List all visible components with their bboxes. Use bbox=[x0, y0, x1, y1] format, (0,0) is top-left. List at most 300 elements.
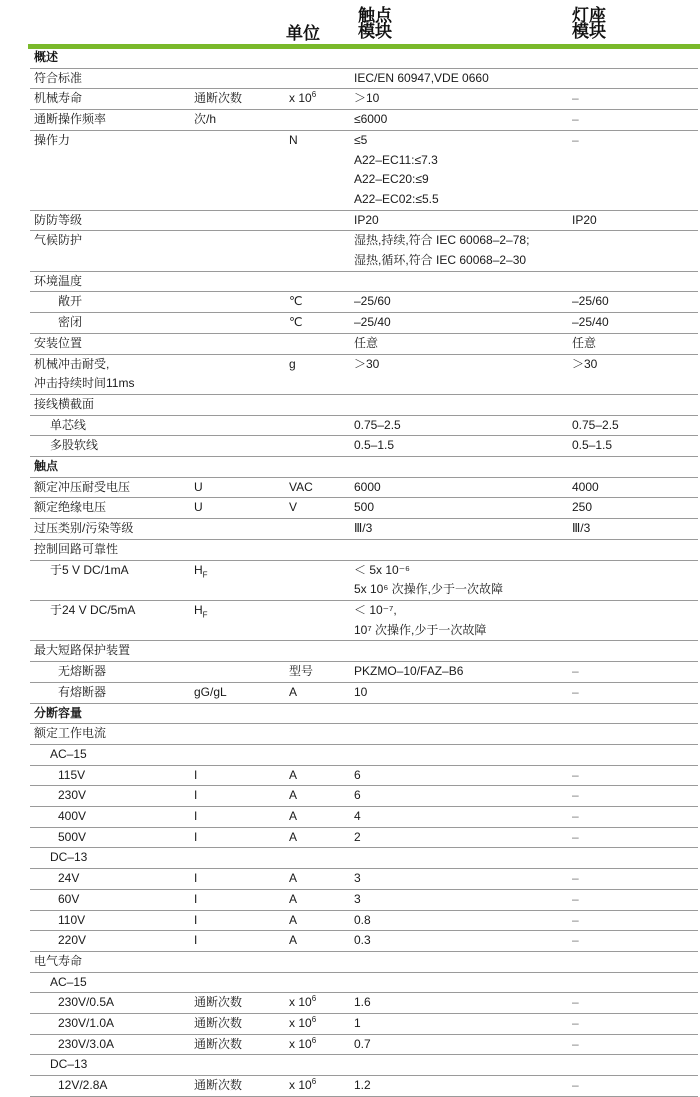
table-row bbox=[30, 333, 698, 354]
header-lamp-module: 灯座 模块 bbox=[572, 6, 606, 41]
row-label-text: 概述 bbox=[34, 50, 59, 64]
unit-cell bbox=[285, 48, 350, 68]
table-row bbox=[30, 539, 698, 560]
contact-module-value bbox=[350, 910, 568, 931]
contact-module-value bbox=[350, 313, 568, 334]
unit-text: A bbox=[289, 871, 298, 886]
condition-cell bbox=[190, 703, 285, 724]
lamp-module-value bbox=[568, 48, 698, 68]
table-row bbox=[30, 600, 698, 640]
unit-text: A bbox=[289, 809, 298, 824]
condition-cell bbox=[190, 68, 285, 89]
contact-value-text: 500 bbox=[354, 500, 375, 515]
table-row bbox=[30, 110, 698, 131]
unit-cell bbox=[285, 477, 350, 498]
table-row bbox=[30, 130, 698, 210]
row-label bbox=[30, 394, 190, 415]
row-label bbox=[30, 807, 190, 828]
lamp-module-value bbox=[568, 662, 698, 683]
condition-cell bbox=[190, 271, 285, 292]
contact-value-text: ＞30 bbox=[354, 356, 380, 371]
row-label bbox=[30, 68, 190, 89]
row-label-text: 环境温度 bbox=[34, 273, 83, 288]
unit-text: x 10 bbox=[289, 995, 312, 1010]
unit-cell bbox=[285, 292, 350, 313]
table-row bbox=[30, 1055, 698, 1076]
unit-cell bbox=[285, 1034, 350, 1055]
condition-cell bbox=[190, 394, 285, 415]
table-row bbox=[30, 313, 698, 334]
condition-cell bbox=[190, 1076, 285, 1097]
table-row bbox=[30, 662, 698, 683]
contact-value-line: A22–EC02:≤5.5 bbox=[354, 191, 439, 206]
lamp-module-value bbox=[568, 910, 698, 931]
unit-cell bbox=[285, 910, 350, 931]
row-label-text: 过压类别/污染等级 bbox=[34, 521, 134, 536]
lamp-module-value bbox=[568, 807, 698, 828]
row-label bbox=[30, 539, 190, 560]
lamp-module-value bbox=[568, 539, 698, 560]
row-label bbox=[30, 1055, 190, 1076]
contact-module-value bbox=[350, 744, 568, 765]
unit-text: g bbox=[289, 356, 296, 371]
lamp-value-text: – bbox=[572, 1016, 579, 1031]
row-label bbox=[30, 477, 190, 498]
condition-cell bbox=[190, 827, 285, 848]
row-label-text: 机械寿命 bbox=[34, 91, 83, 106]
contact-value-text: 1 bbox=[354, 1016, 361, 1031]
row-label bbox=[30, 848, 190, 869]
contact-value-text: IP20 bbox=[354, 212, 379, 227]
contact-module-value bbox=[350, 765, 568, 786]
row-label-text: 500V bbox=[58, 829, 87, 844]
condition-cell bbox=[190, 910, 285, 931]
condition-cell bbox=[190, 600, 285, 640]
condition-text: 通断次数 bbox=[194, 1078, 243, 1093]
contact-value-text: 2 bbox=[354, 829, 361, 844]
row-label bbox=[30, 354, 190, 394]
lamp-module-value bbox=[568, 394, 698, 415]
lamp-module-value bbox=[568, 333, 698, 354]
table-row bbox=[30, 436, 698, 457]
unit-text: x 10 bbox=[289, 91, 312, 106]
contact-value-text: 4 bbox=[354, 809, 361, 824]
unit-cell bbox=[285, 662, 350, 683]
contact-value-line: 5x 10⁶ 次操作,少于一次故障 bbox=[354, 582, 503, 597]
row-label-text: 24V bbox=[58, 871, 80, 886]
row-label bbox=[30, 48, 190, 68]
lamp-module-value bbox=[568, 848, 698, 869]
condition-text: 通断次数 bbox=[194, 1036, 243, 1051]
row-label bbox=[30, 313, 190, 334]
contact-value-line: 湿热,循环,符合 IEC 60068–2–30 bbox=[354, 253, 527, 268]
contact-module-value bbox=[350, 130, 568, 210]
contact-module-value bbox=[350, 457, 568, 478]
table-row bbox=[30, 807, 698, 828]
lamp-module-value bbox=[568, 210, 698, 231]
lamp-value-text: – bbox=[572, 664, 579, 679]
condition-cell bbox=[190, 931, 285, 952]
row-label-text: 于5 V DC/1mA bbox=[50, 562, 129, 577]
unit-text: A bbox=[289, 684, 298, 699]
unit-cell bbox=[285, 1055, 350, 1076]
table-row bbox=[30, 68, 698, 89]
condition-text: H bbox=[194, 602, 203, 617]
condition-cell bbox=[190, 292, 285, 313]
unit-cell bbox=[285, 415, 350, 436]
condition-cell bbox=[190, 130, 285, 210]
row-label bbox=[30, 724, 190, 745]
table-row bbox=[30, 271, 698, 292]
contact-module-value bbox=[350, 703, 568, 724]
unit-text: 型号 bbox=[289, 664, 314, 679]
condition-cell bbox=[190, 848, 285, 869]
contact-module-value bbox=[350, 519, 568, 540]
contact-module-value bbox=[350, 415, 568, 436]
condition-cell bbox=[190, 641, 285, 662]
unit-cell bbox=[285, 271, 350, 292]
unit-cell bbox=[285, 313, 350, 334]
lamp-module-value bbox=[568, 457, 698, 478]
contact-value-text: 6 bbox=[354, 788, 361, 803]
contact-module-value bbox=[350, 1076, 568, 1097]
lamp-value-text: – bbox=[572, 767, 579, 782]
contact-value-text: 0.7 bbox=[354, 1036, 371, 1051]
row-label-text: 额定冲压耐受电压 bbox=[34, 479, 131, 494]
condition-text: I bbox=[194, 871, 198, 886]
row-label bbox=[30, 210, 190, 231]
unit-cell bbox=[285, 110, 350, 131]
contact-module-value bbox=[350, 271, 568, 292]
unit-text: A bbox=[289, 933, 298, 948]
row-label bbox=[30, 827, 190, 848]
row-label bbox=[30, 972, 190, 993]
lamp-module-value bbox=[568, 130, 698, 210]
condition-cell bbox=[190, 436, 285, 457]
exponent: 6 bbox=[311, 1035, 317, 1045]
row-label-text: 最大短路保护装置 bbox=[34, 643, 131, 658]
unit-cell bbox=[285, 744, 350, 765]
contact-module-value bbox=[350, 498, 568, 519]
lamp-value-text: Ⅲ/3 bbox=[572, 521, 591, 536]
lamp-module-value bbox=[568, 110, 698, 131]
table-row bbox=[30, 848, 698, 869]
unit-cell bbox=[285, 519, 350, 540]
contact-module-value bbox=[350, 1034, 568, 1055]
lamp-module-value bbox=[568, 1055, 698, 1076]
subscript: F bbox=[202, 569, 208, 579]
lamp-value-text: – bbox=[572, 788, 579, 803]
unit-cell bbox=[285, 889, 350, 910]
unit-cell bbox=[285, 1014, 350, 1035]
row-label bbox=[30, 951, 190, 972]
table-row bbox=[30, 1034, 698, 1055]
contact-value-text: 10 bbox=[354, 684, 368, 699]
lamp-value-text: 0.75–2.5 bbox=[572, 417, 619, 432]
condition-cell bbox=[190, 519, 285, 540]
unit-cell bbox=[285, 786, 350, 807]
condition-cell bbox=[190, 89, 285, 110]
contact-value-text: 6000 bbox=[354, 479, 381, 494]
contact-value-line: ＜ 10⁻⁷, bbox=[354, 602, 397, 617]
contact-value-line: A22–EC11:≤7.3 bbox=[354, 152, 438, 167]
contact-module-value bbox=[350, 1014, 568, 1035]
condition-cell bbox=[190, 682, 285, 703]
condition-text: I bbox=[194, 912, 198, 927]
condition-cell bbox=[190, 1034, 285, 1055]
contact-value-text: 3 bbox=[354, 891, 361, 906]
lamp-module-value bbox=[568, 271, 698, 292]
contact-module-value bbox=[350, 333, 568, 354]
contact-value-text: 0.75–2.5 bbox=[354, 417, 401, 432]
row-label-line: 冲击持续时间11ms bbox=[34, 376, 135, 391]
table-row bbox=[30, 951, 698, 972]
row-label-text: 于24 V DC/5mA bbox=[50, 602, 136, 617]
lamp-value-text: – bbox=[572, 684, 579, 699]
lamp-module-value bbox=[568, 827, 698, 848]
contact-module-value bbox=[350, 951, 568, 972]
subscript: F bbox=[202, 610, 208, 620]
unit-text: A bbox=[289, 912, 298, 927]
condition-cell bbox=[190, 786, 285, 807]
contact-value-text: Ⅲ/3 bbox=[354, 521, 373, 536]
row-label-text: 12V/2.8A bbox=[58, 1078, 108, 1093]
condition-cell bbox=[190, 477, 285, 498]
condition-cell bbox=[190, 807, 285, 828]
lamp-module-value bbox=[568, 600, 698, 640]
table-row bbox=[30, 231, 698, 271]
section-header-row bbox=[30, 48, 698, 68]
contact-module-value bbox=[350, 786, 568, 807]
lamp-value-text: – bbox=[572, 132, 579, 147]
contact-module-value bbox=[350, 724, 568, 745]
unit-cell bbox=[285, 682, 350, 703]
lamp-module-value bbox=[568, 869, 698, 890]
unit-cell bbox=[285, 869, 350, 890]
unit-cell bbox=[285, 210, 350, 231]
contact-module-value bbox=[350, 436, 568, 457]
lamp-module-value bbox=[568, 415, 698, 436]
condition-cell bbox=[190, 662, 285, 683]
unit-cell bbox=[285, 931, 350, 952]
table-row bbox=[30, 210, 698, 231]
row-label bbox=[30, 889, 190, 910]
row-label bbox=[30, 682, 190, 703]
condition-cell bbox=[190, 457, 285, 478]
contact-module-value bbox=[350, 869, 568, 890]
row-label bbox=[30, 744, 190, 765]
lamp-module-value bbox=[568, 765, 698, 786]
condition-text: I bbox=[194, 829, 198, 844]
contact-module-value bbox=[350, 848, 568, 869]
row-label-text: 有熔断器 bbox=[58, 684, 107, 699]
row-label bbox=[30, 786, 190, 807]
contact-value-line: A22–EC20:≤9 bbox=[354, 172, 429, 187]
row-label-text: 230V bbox=[58, 788, 87, 803]
contact-module-value bbox=[350, 662, 568, 683]
condition-cell bbox=[190, 415, 285, 436]
lamp-module-value bbox=[568, 744, 698, 765]
row-label-line: 机械冲击耐受, bbox=[34, 356, 110, 371]
lamp-module-value bbox=[568, 498, 698, 519]
table-row bbox=[30, 724, 698, 745]
lamp-value-text: – bbox=[572, 912, 579, 927]
contact-value-text: 0.5–1.5 bbox=[354, 438, 395, 453]
condition-cell bbox=[190, 869, 285, 890]
contact-module-value bbox=[350, 539, 568, 560]
condition-cell bbox=[190, 744, 285, 765]
row-label bbox=[30, 457, 190, 478]
lamp-module-value bbox=[568, 477, 698, 498]
unit-cell bbox=[285, 354, 350, 394]
lamp-module-value bbox=[568, 519, 698, 540]
lamp-value-text: – bbox=[572, 995, 579, 1010]
contact-value-text: PKZMO–10/FAZ–B6 bbox=[354, 664, 464, 679]
contact-value-text: 1.2 bbox=[354, 1078, 371, 1093]
table-row bbox=[30, 1076, 698, 1097]
lamp-value-text: IP20 bbox=[572, 212, 597, 227]
condition-text: 通断次数 bbox=[194, 1016, 243, 1031]
contact-module-value bbox=[350, 682, 568, 703]
unit-cell bbox=[285, 89, 350, 110]
condition-text: 次/h bbox=[194, 112, 217, 127]
unit-cell bbox=[285, 703, 350, 724]
contact-module-value bbox=[350, 89, 568, 110]
row-label bbox=[30, 560, 190, 600]
unit-cell bbox=[285, 827, 350, 848]
condition-text: I bbox=[194, 788, 198, 803]
row-label-text: 电气寿命 bbox=[34, 953, 83, 968]
lamp-module-value bbox=[568, 1034, 698, 1055]
exponent: 6 bbox=[311, 90, 317, 100]
contact-value-text: 1.6 bbox=[354, 995, 371, 1010]
condition-cell bbox=[190, 539, 285, 560]
table-row bbox=[30, 972, 698, 993]
row-label bbox=[30, 931, 190, 952]
lamp-module-value bbox=[568, 231, 698, 271]
contact-module-value bbox=[350, 210, 568, 231]
unit-cell bbox=[285, 724, 350, 745]
row-label-text: 通断操作频率 bbox=[34, 112, 107, 127]
condition-cell bbox=[190, 1014, 285, 1035]
lamp-module-value bbox=[568, 889, 698, 910]
lamp-value-text: – bbox=[572, 933, 579, 948]
contact-value-text: ≤6000 bbox=[354, 112, 388, 127]
contact-module-value bbox=[350, 600, 568, 640]
contact-module-value bbox=[350, 1055, 568, 1076]
row-label-text: 110V bbox=[58, 912, 86, 927]
table-row bbox=[30, 519, 698, 540]
contact-value-line: 湿热,持续,符合 IEC 60068–2–78; bbox=[354, 233, 530, 248]
row-label bbox=[30, 130, 190, 210]
header-contact-module: 触点 模块 bbox=[358, 6, 392, 41]
lamp-value-text: – bbox=[572, 809, 579, 824]
contact-module-value bbox=[350, 641, 568, 662]
contact-module-value bbox=[350, 68, 568, 89]
condition-text: 通断次数 bbox=[194, 995, 243, 1010]
unit-text: A bbox=[289, 829, 298, 844]
table-row bbox=[30, 292, 698, 313]
lamp-module-value bbox=[568, 703, 698, 724]
contact-value-text: ＞10 bbox=[354, 91, 380, 106]
row-label bbox=[30, 765, 190, 786]
lamp-value-text: –25/40 bbox=[572, 315, 609, 330]
unit-cell bbox=[285, 560, 350, 600]
lamp-module-value bbox=[568, 1076, 698, 1097]
unit-cell bbox=[285, 68, 350, 89]
lamp-value-text: –25/60 bbox=[572, 294, 609, 309]
row-label bbox=[30, 993, 190, 1014]
section-header-row bbox=[30, 703, 698, 724]
row-label-text: 115V bbox=[58, 767, 86, 782]
table-row bbox=[30, 477, 698, 498]
row-label bbox=[30, 231, 190, 271]
contact-module-value bbox=[350, 560, 568, 600]
unit-cell bbox=[285, 394, 350, 415]
unit-text: V bbox=[289, 500, 298, 515]
lamp-module-value bbox=[568, 68, 698, 89]
lamp-value-text: – bbox=[572, 829, 579, 844]
row-label bbox=[30, 1014, 190, 1035]
unit-cell bbox=[285, 498, 350, 519]
unit-cell bbox=[285, 333, 350, 354]
lamp-value-text: – bbox=[572, 91, 579, 106]
row-label bbox=[30, 89, 190, 110]
unit-text: A bbox=[289, 767, 298, 782]
contact-module-value bbox=[350, 972, 568, 993]
table-row bbox=[30, 1014, 698, 1035]
contact-module-value bbox=[350, 110, 568, 131]
contact-value-text: 6 bbox=[354, 767, 361, 782]
contact-module-value bbox=[350, 931, 568, 952]
table-row bbox=[30, 889, 698, 910]
table-row bbox=[30, 89, 698, 110]
lamp-module-value bbox=[568, 1014, 698, 1035]
contact-value-line: ＜ 5x 10⁻⁶ bbox=[354, 562, 410, 577]
table-row bbox=[30, 415, 698, 436]
table-row bbox=[30, 560, 698, 600]
unit-text: N bbox=[289, 132, 298, 147]
unit-cell bbox=[285, 130, 350, 210]
lamp-module-value bbox=[568, 972, 698, 993]
condition-cell bbox=[190, 498, 285, 519]
row-label-text: DC–13 bbox=[50, 850, 88, 865]
lamp-module-value bbox=[568, 560, 698, 600]
condition-text: I bbox=[194, 767, 198, 782]
row-label-text: 敞开 bbox=[58, 294, 83, 309]
unit-text: x 10 bbox=[289, 1016, 312, 1031]
unit-cell bbox=[285, 951, 350, 972]
table-row bbox=[30, 993, 698, 1014]
lamp-module-value bbox=[568, 993, 698, 1014]
row-label bbox=[30, 415, 190, 436]
table-row bbox=[30, 354, 698, 394]
contact-value-line: ≤5 bbox=[354, 132, 368, 147]
contact-module-value bbox=[350, 231, 568, 271]
lamp-value-text: – bbox=[572, 1036, 579, 1051]
row-label-text: 无熔断器 bbox=[58, 664, 107, 679]
contact-value-text: –25/40 bbox=[354, 315, 391, 330]
lamp-value-text: 250 bbox=[572, 500, 593, 515]
unit-cell bbox=[285, 848, 350, 869]
unit-cell bbox=[285, 765, 350, 786]
contact-module-value bbox=[350, 889, 568, 910]
condition-cell bbox=[190, 972, 285, 993]
condition-cell bbox=[190, 354, 285, 394]
contact-module-value bbox=[350, 827, 568, 848]
lamp-module-value bbox=[568, 641, 698, 662]
lamp-module-value bbox=[568, 786, 698, 807]
